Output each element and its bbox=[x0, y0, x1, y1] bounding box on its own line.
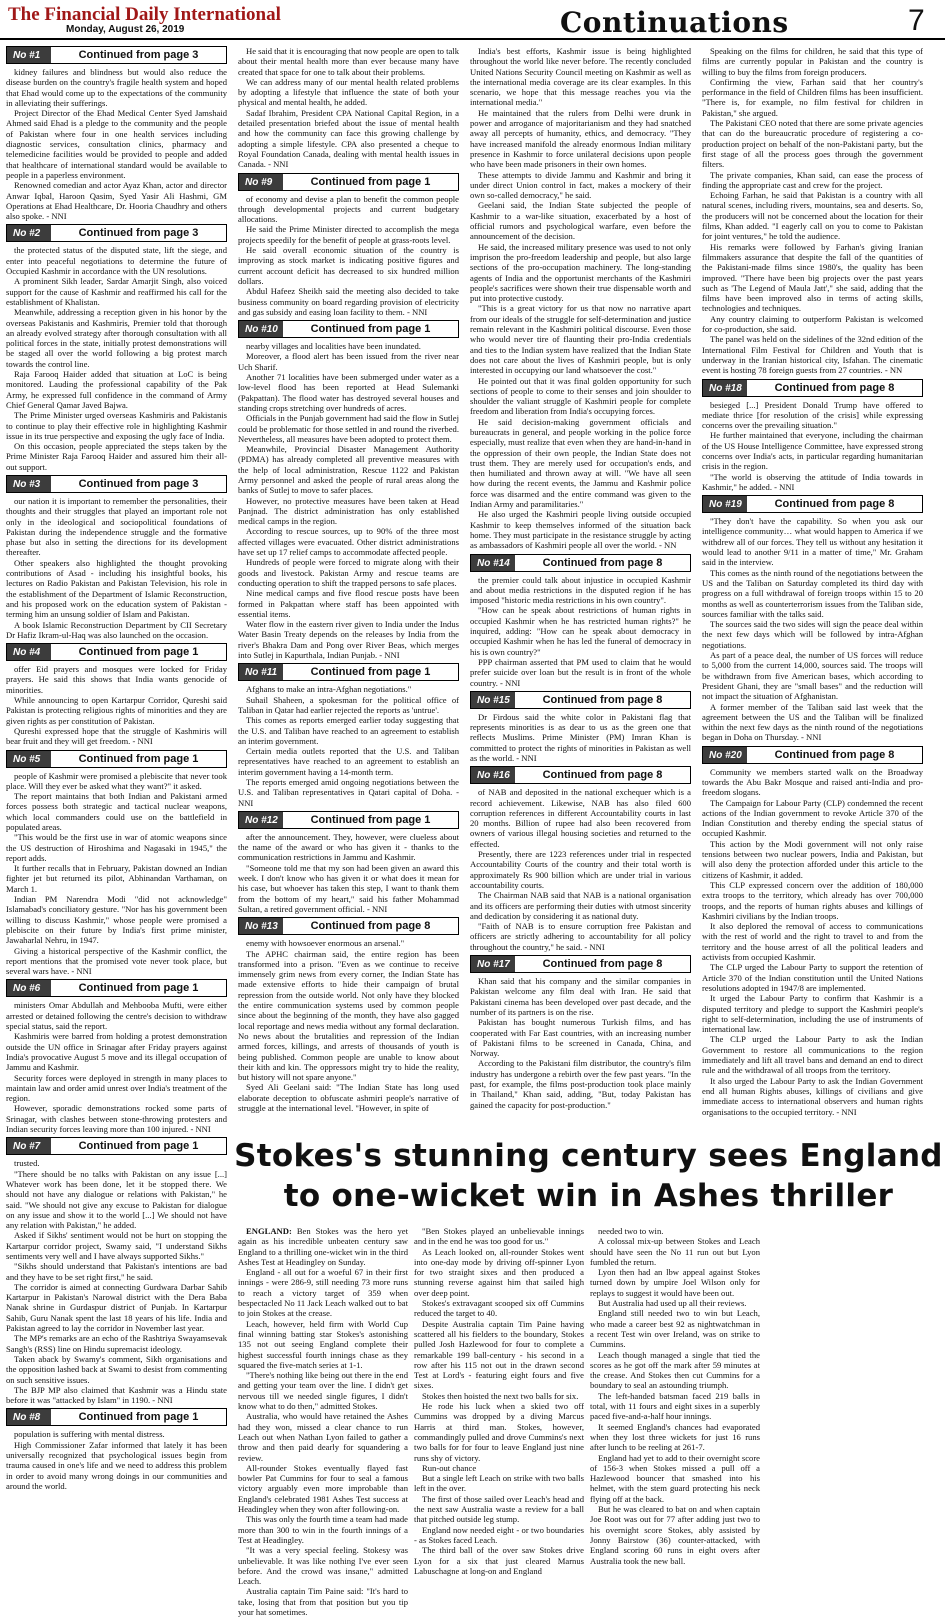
paragraph: Raja Farooq Haider added that situation at LoC is being monitored. Lauding the professional capability of the Pak Army, he expressed full confidence in the command of Army Chief General Qamar Javed Bajwa. bbox=[6, 369, 227, 410]
paragraph: The CLP urged the Labour Party to support the retention of Article 370 of the Indian constitution until the United Nations resolutions adopted in 1947/8 are implemented. bbox=[702, 962, 923, 993]
story-paragraph: England had yet to add to their overnight score of 156-3 when Stokes missed a pull off a Hazlewood bouncer that smashed into his helmet, with the stem guard protecting his neck flying off at the back. bbox=[590, 1452, 760, 1504]
paragraph: These attempts to divide Jammu and Kashmir and bring it under direct Union control in fact, makes a mockery of their own so-called democracy," he said. bbox=[470, 169, 691, 201]
continuation-box bbox=[238, 917, 459, 1113]
column-4 bbox=[702, 46, 923, 1134]
paragraph: He said decision-making government officials and bureaucrats in general, and people working in the police force especially, must realize that even when they are hand-in-hand in the oppression of their own people, the Indian State does not trust them. They are merely used for occupation's ends, and then humiliated and thrown away at will. "We have all seen how during the recent events, the Jammu and Kashmir police force was disarmed and the entire command was given to the Indian Army and paramilitaries." bbox=[470, 416, 691, 510]
section-title: Continuations bbox=[560, 6, 789, 39]
continuation-box bbox=[470, 766, 691, 952]
ashes-headline bbox=[232, 1136, 945, 1216]
continuation-header bbox=[470, 554, 691, 572]
paragraph: The corridor is aimed at connecting Gurdwara Darbar Sahib Kartarpur in Pakistan's Narowal district with the Dera Baba Nanak shrine in Gurdaspur district of Punjab. In Kartarpur Sahib, Guru Nanak spent the last 18 years of his life. India and Pakistan agreed to lay the corridor in November last year. bbox=[6, 1281, 227, 1334]
continuation-number: No #19 bbox=[703, 496, 747, 512]
paragraph: It urged the Labour Party to confirm that Kashmir is a disputed territory and pledge to support the Kashmiri people's right to self-determination, including the use of instruments of international law. bbox=[702, 993, 923, 1035]
continuation-number: No #1 bbox=[7, 47, 51, 63]
story-paragraph: Australia, who would have retained the Ashes had they won, missed a clear chance to run Leach out when Nathan Lyon failed to gather a throw and then paid dearly for squandering a review. bbox=[238, 1411, 408, 1463]
continuation-number: No #6 bbox=[7, 980, 51, 996]
story-paragraph: But Australia had used up all their reviews. bbox=[598, 1298, 747, 1309]
story-paragraph: Australia captain Tim Paine said: "It's hard to take, losing that from that position but you tip your hat sometimes. bbox=[238, 1586, 408, 1617]
story-paragraph: Despite Australia captain Tim Paine having scattered all his fielders to the boundary, Stokes pulled Josh Hazlewood for four to complete a remarkable 199 ball-century - his second in a row after his 115 not out in the drawn second Test at Lord's - featuring eight fours and five sixes. bbox=[414, 1318, 584, 1391]
paragraph: The reports emerged amid ongoing negotiations between the U.S. and Taliban representatives in Qatari capital of Doha. - NNI bbox=[238, 777, 459, 808]
headline-line-2: to one-wicket win in Ashes thriller bbox=[283, 1178, 894, 1214]
continuation-title: Continued from page 3 bbox=[78, 49, 199, 61]
paragraph: "Sikhs should understand that Pakistan's intentions are bad and they have to be set right first," he said. bbox=[6, 1261, 227, 1282]
paragraph: Abdul Hafeez Sheikh said the meeting also decided to take business community on board regarding provision of electricity and gas subsidy and easing loan facility to them. - NNI bbox=[238, 286, 459, 317]
paragraph: He maintained that the rulers from Delhi were drunk in power and arrogance of majoritarianism and they had snatched away all percepts of humanity, ethics, and democracy. "They have increased manifold the already enormous Indian military presence in Kashmir to force unilateral decisions upon people who have been made prisoners in their own homes. bbox=[470, 107, 691, 170]
paragraph: ministers Omar Abdullah and Mehbooba Mufti, were either arrested or detained following the centre's decision to withdraw special status, said the report. bbox=[6, 1000, 227, 1032]
paragraph: The Prime Minister urged overseas Kashmiris and Pakistanis to continue to play their effective role in highlighting Kashmir issue in its true perspective and exposing the ugly face of India. bbox=[6, 410, 227, 441]
paragraph: "They don't have the capability. So when you ask our intelligence community… what would happen to America if we withdrew all of our forces. They tell us without any hesitation it would lead to another 9/11 in a matter of time," Mr. Graham said in the interview. bbox=[702, 516, 923, 568]
paragraph: The Campaign for Labour Party (CLP) condemned the recent actions of the Indian government to revoke Article 370 of the Indian Constitution and thereby ending the special status of occupied Kashmir. bbox=[702, 797, 923, 839]
paragraph: A former member of the Taliban said last week that the agreement between the US and the Taliban will be finalized within the next few days as the ninth round of the negotiations began in Doha on Thursday. - NNI bbox=[702, 701, 923, 743]
continuation-box bbox=[238, 320, 459, 660]
story-paragraph: As Leach looked on, all-rounder Stokes went into one-day mode by driving off-spinner Lyon for two straight sixes and then produced a stunning reverse against him that sailed high over deep point. bbox=[414, 1246, 584, 1298]
paragraph: Meanwhile, Provincial Disaster Management Authority (PDMA) has already completed all preventive measures with the help of local administration, Rescue 1122 and Pakistan Army personnel and asked the people of rural areas along the banks of Sutlej to move to safer places. bbox=[238, 444, 459, 496]
continuation-header bbox=[6, 1137, 227, 1155]
headline-line-1: Stokes's stunning century sees England bbox=[234, 1138, 943, 1174]
paragraph: of economy and devise a plan to benefit the common people through developmental projects and current budgetary allocations. bbox=[238, 193, 459, 225]
continuation-number: No #17 bbox=[471, 956, 515, 972]
continuation-number: No #13 bbox=[239, 918, 283, 934]
continuation-box bbox=[238, 663, 459, 808]
continuation-box bbox=[470, 691, 691, 763]
paragraph: The private companies, Khan said, can ease the process of finding the appropriate cast and crew for the project. bbox=[702, 169, 923, 190]
paragraph: Echoing Farhan, he said that Pakistan is a country with all natural scenes, including rivers, mountains, sea and deserts. So, the producers will not be concerned about the location for their films, Khan added. "I eagerly call on you to come to Pakistan for joint ventures," he told the audience. bbox=[702, 190, 923, 242]
story-paragraph: The left-handed batsman faced 219 balls in total, with 11 fours and eight sixes in a superbly paced five-and-a-half hour innings. bbox=[590, 1390, 760, 1422]
paragraph: The Pakistani CEO noted that there are some private agencies that can do the bureaucratic procedure of registering a co-production project on behalf of the non-Pakistani party, but the first stage of all the process goes through the government filters. bbox=[702, 118, 923, 170]
paragraph: "This would be the first use in war of atomic weapons since the US destruction of Hiroshima and Nagasaki in 1945," the report adds. bbox=[6, 832, 227, 863]
paragraph: after the announcement. They, however, were clueless about the name of the award or who has given it - thanks to the communication restrictions in Jammu and Kashmir. bbox=[238, 831, 459, 863]
continuation-header bbox=[702, 746, 923, 764]
continuation-header bbox=[238, 811, 459, 829]
paragraph: He further maintained that everyone, including the chairman of the US House Intelligence Committee, have expressed strong concerns over India's acts, in particular regarding humanitarian crisis in the region. bbox=[702, 430, 923, 472]
continuation-box bbox=[702, 379, 923, 493]
paragraph: Pakistan has bought numerous Turkish films, and has cooperated with Far East countries, with an increasing number of Pakistani films to be screened in Canada, China, and Norway. bbox=[470, 1017, 691, 1059]
story-paragraph: "It was a very special feeling. Stokesy was unbelievable. It was like nothing I've ever seen before. And the crowd was insane," admitted Leach. bbox=[238, 1545, 408, 1587]
paragraph: The panel was held on the sidelines of the 32nd edition of the International Film Festival for Children and Youth that is underway in the Iranian historical city, Isfahan. The cinematic event is hosting 78 foreign guests from 27 countries. - NN bbox=[702, 334, 923, 376]
continuation-box bbox=[6, 224, 227, 472]
continuation-box bbox=[238, 173, 459, 318]
continuation-header bbox=[702, 495, 923, 513]
paragraph: Other speakers also highlighted the thought provoking contributions of Asad - including his insightful books, his lectures on Radio Pakistan and Pakistan Television, his role in the establishment of the Department of Islamic Reconstruction, and his proposed work on the education system of Pakistan - terming him an unsung soldier of Islam and Pakistan. bbox=[6, 557, 227, 620]
continuation-header bbox=[238, 320, 459, 338]
paragraph: Dr Firdous said the white color in Pakistani flag that represents minorities is as dear to us as the green one that reflects Muslims. Prime Minister (PM) Imran Khan is committed to protect the rights of minorities in Pakistan as well as the world. - NNI bbox=[470, 711, 691, 763]
continuation-title: Continued from page 1 bbox=[78, 982, 199, 995]
paragraph: It also deplored the removal of access to communications with the rest of world and the right to travel to and from the territory and the house arrest of all the political leaders and activists from occupied Kashmir. bbox=[702, 921, 923, 963]
continuation-box bbox=[6, 979, 227, 1134]
continuation-box bbox=[470, 955, 691, 1110]
continuation-box bbox=[702, 46, 923, 376]
continuation-number: No #18 bbox=[703, 380, 747, 396]
story-paragraph: Lyon then had an lbw appeal against Stokes turned down by umpire Joel Wilson only for replays to suggest it would have been out. bbox=[590, 1267, 760, 1298]
paragraph: people of Kashmir were promised a plebiscite that never took place. Will they ever be asked what they want?" it asked. bbox=[6, 770, 227, 791]
paragraph: besieged [...] President Donald Trump have offered to mediate thrice [for resolution of the crisis] while expressing concerns over the prevailing situation." bbox=[702, 399, 923, 431]
paragraph: The BJP MP also claimed that Kashmir was a Hindu state before it was "attacked by Islam" in 1190. - NNI bbox=[6, 1384, 227, 1406]
story-paragraph: It seemed England's chances had evaporated when they lost three wickets for just 16 runs after lunch to be reeling at 261-7. bbox=[590, 1421, 760, 1453]
paragraph: Project Director of the Ehad Medical Center Syed Jamshaid Ahmed said Ehad is a pledge to the community and the people of Pakistan where four in one health services including diagnostic services, consultation clinics, pharmacy and telemedicine facilities would be provided to people and added that healthcare of international standard would be available to people in a paperless environment. bbox=[6, 108, 227, 180]
issue-date: Monday, August 26, 2019 bbox=[66, 24, 185, 35]
continuation-header bbox=[6, 1408, 227, 1426]
continuation-header bbox=[702, 379, 923, 397]
paragraph: Qureshi expressed hope that the struggle of Kashmiris will bear fruit and they will get freedom. - NNI bbox=[6, 725, 227, 747]
paragraph: While announcing to open Kartarpur Corridor, Qureshi said Pakistan is protecting religious rights of minorities and they are given rights as per constitution of Pakistan. bbox=[6, 695, 227, 726]
continuation-title: Continued from page 8 bbox=[542, 556, 663, 569]
paragraph: However, sporadic demonstrations rocked some parts of Srinagar, with clashes between stone-throwing protesters and Indian security forces leaving more than 100 injured. - NNI bbox=[6, 1103, 227, 1135]
story-paragraph: A colossal mix-up between Stokes and Leach should have seen the No 11 run out but Lyon fumbled the return. bbox=[590, 1236, 760, 1267]
paragraph: "Faith of NAB is to ensure corruption free Pakistan and officers are strictly adhering to accountability for all policy throughout the country," he said. - NNI bbox=[470, 921, 691, 952]
paragraph: He also urged the Kashmiri people living outside occupied Kashmir to keep themselves informed of the situation back home. They must participate in the resistance struggle by acting as ambassadors of Kashmiri people all over the world. - NN bbox=[470, 509, 691, 551]
paragraph: Asked if Sikhs' sentiment would not be hurt on stopping the Kartarpur corridor project, Swamy said, "I understand Sikhs sentiments very well and I have always supported Sikhs." bbox=[6, 1230, 227, 1261]
column-3 bbox=[470, 46, 691, 1134]
continuation-box bbox=[6, 643, 227, 746]
continuation-box bbox=[470, 46, 691, 551]
masthead bbox=[0, 0, 945, 40]
paragraph: Moreover, a flood alert has been issued from the river near Uch Sharif. bbox=[238, 351, 459, 372]
story-paragraph: Stokes's extravagant scooped six off Cummins reduced the target to 40. bbox=[414, 1298, 584, 1319]
continuation-number: No #4 bbox=[7, 644, 51, 660]
story-paragraph: The first of those sailed over Leach's head and the next saw Australia waste a review for a ball that pitched outside leg stump. bbox=[414, 1493, 584, 1525]
story-paragraph: England still needed two to win but Leach, who made a career best 92 as nightwatchman in a recent Test win over Ireland, was on strike to Cummins. bbox=[590, 1308, 760, 1350]
continuation-box bbox=[702, 746, 923, 1117]
continuation-title: Continued from page 1 bbox=[78, 752, 199, 765]
paragraph: As part of a peace deal, the number of US forces will reduce to 5,000 from the current 14,000, sources said. The troops will be withdrawn from five American bases, which according to President Ghani, they are "small bases" and the reduction will not impact the situation of Afghanistan. bbox=[702, 650, 923, 702]
paragraph: The Chairman NAB said that NAB is a national organisation and its officers are performing their duties with utmost sincerity and dedication by considering it as national duty. bbox=[470, 890, 691, 921]
paragraph: Indian PM Narendra Modi "did not acknowledge" Islamabad's conciliatory gesture. "Nor has his government been willing to discuss Kashmir," whose people were promised a plebiscite on their future by India's first prime minister, Jawaharlal Nehru, in 1947. bbox=[6, 894, 227, 946]
continuation-title: Continued from page 1 bbox=[310, 666, 431, 679]
paragraph: He pointed out that it was final golden opportunity for such sections of people to come to their senses and join shoulder to shoulder the valiant struggle of Kashmiri people for complete freedom and liberation from India's occupying forces. bbox=[470, 375, 691, 417]
paragraph: Geelani said, the Indian State subjected the people of Kashmir to a war-like situation, exacerbated by a host of official rumors and psychological warfare, even before the announcement of the decision. bbox=[470, 200, 691, 242]
paragraph: Renowned comedian and actor Ayaz Khan, actor and director Anwar Iqbal, Haroon Qasim, Syed Yasir Ali Hashmi, GM Operations at Ehad Healthcare, Dr. Hooria Chaudhry and others also spoke. - NNI bbox=[6, 180, 227, 222]
ashes-story-col-3 bbox=[590, 1226, 760, 1570]
paragraph: offer Eid prayers and mosques were locked for Friday prayers. He said this shows that India wants genocide of minorities. bbox=[6, 664, 227, 695]
paragraph: According to rescue sources, up to 90% of the three most affected villages were evacuated. Other district administrations have set up 17 relief camps to accommodate affected people. bbox=[238, 526, 459, 558]
continuation-title: Continued from page 8 bbox=[542, 693, 663, 706]
story-paragraph: But he was cleared to bat on and when captain Joe Root was out for 77 after adding just two to his overnight score Stokes, ably assisted by Jonny Bairstow (36) counter-attacked, with England scoring 60 runs in eight overs after Australia took the new ball. bbox=[590, 1504, 760, 1566]
paragraph: enemy with howsoever enormous an arsenal." bbox=[246, 938, 405, 949]
paragraph: Security forces were deployed in strength in many places to maintain law and order amid unrest over India's treatment of the region. bbox=[6, 1072, 227, 1104]
paragraph: It further recalls that in February, Pakistan downed an Indian fighter jet but returned its pilot, Abhinandan Varthaman, on March 1. bbox=[6, 863, 227, 894]
story-paragraph: Run-out chance bbox=[422, 1462, 477, 1473]
continuation-title: Continued from page 1 bbox=[78, 1140, 199, 1153]
story-paragraph: Leach though managed a single that tied the scores as he got off the mark after 59 minutes at the crease. And Stokes then cut Cummins for a boundary to seal an astounding triumph. bbox=[590, 1349, 760, 1391]
paragraph: Community we members started walk on the Broadway towards the Abu Bakr Mosque and raised anti-India and pro-freedom slogans. bbox=[702, 766, 923, 798]
story-paragraph: He rode his luck when a skied two off Cummins was dropped by a diving Marcus Harris at third man. Stokes, however, commandingly pulled and drove Cummins's next two balls for for four to leave England just nine runs shy of victory. bbox=[414, 1401, 584, 1463]
continuation-header bbox=[470, 766, 691, 784]
continuation-header bbox=[238, 663, 459, 681]
story-paragraph: Stokes then hoisted the next two balls for six. bbox=[422, 1390, 579, 1401]
paragraph: Sadaf Ibrahim, President CPA National Capital Region, in a detailed presentation briefed about the issue of mental health and how the community can face this growing challenge by adopting a simple lifestyle. CPA also presented a cheque to Royal Foundation Canada, dealing with mental health issues in Canada. - NNI bbox=[238, 107, 459, 170]
story-paragraph bbox=[238, 1226, 408, 1267]
continuation-box bbox=[6, 46, 227, 221]
ashes-story-col-1 bbox=[238, 1226, 408, 1617]
continuation-header bbox=[470, 955, 691, 973]
story-lead-text: Ben Stokes was the hero yet again as his incredible unbeaten century saw England to a thrilling one-wicket win in the third Ashes Test at Headingley on Sunday. bbox=[238, 1226, 408, 1267]
paragraph: He said overall economic situation of the country is improving as stock market is indicating positive figures and current account deficit has decreased to six hundred million dollars. bbox=[238, 245, 459, 286]
continuation-title: Continued from page 3 bbox=[78, 477, 199, 490]
paragraph: "There should be no talks with Pakistan on any issue [...] Whatever work has been done, let it be stopped there. We should not have any dialogue or relations with Pakistan," he said. "We should not give any excuse to Pakistan for dialogue on any issue and show it to the world [...] We should not have any relation with Pakistan," he added. bbox=[6, 1168, 227, 1231]
continuation-header bbox=[470, 691, 691, 709]
continuation-title: Continued from page 1 bbox=[78, 1411, 199, 1424]
paragraph: Certain media outlets reported that the U.S. and Taliban representatives have reached to an agreement to establish an interim government having a 14-month term. bbox=[238, 746, 459, 777]
paragraph: Kashmiris were barred from holding a protest demonstration outside the UN office in Srinagar after Friday prayers against India's provocative August 5 move and its illegal occupation of Jammu and Kashmir. bbox=[6, 1031, 227, 1073]
paragraph: Syed Ali Geelani said: "The Indian State has long used elaborate deception to obfuscate ashmiri people's narrative of struggle at the international level. "However, in spite of bbox=[238, 1082, 459, 1114]
paragraph: The sources said the two sides will sign the peace deal within the next few days which will be followed by intra-Afghan negotiations. bbox=[702, 619, 923, 650]
paragraph: the premier could talk about injustice in occupied Kashmir and about media restrictions in the disputed region if he has imposed "historic media restrictions in his own country". bbox=[470, 574, 691, 606]
continuation-title: Continued from page 3 bbox=[78, 227, 199, 240]
paragraph: This action by the Modi government will not only raise tensions between two nuclear powers, India and Pakistan, but will also deny the protection afforded under this article to the citizens of Kashmir, it added. bbox=[702, 838, 923, 880]
continuation-header bbox=[6, 643, 227, 661]
continuation-box bbox=[470, 554, 691, 688]
paragraph: A book Islamic Reconstruction Department by CII Secretary Dr Hafiz Ikram-ul-Haq was also launched on the occasion. bbox=[6, 619, 227, 640]
paragraph: nearby villages and localities have been inundated. bbox=[246, 341, 421, 352]
continuation-number: No #9 bbox=[239, 174, 283, 190]
story-paragraph: needed two to win. bbox=[598, 1226, 664, 1236]
paragraph: The MP's remarks are an echo of the Rashtriya Swayamsevak Sangh's (RSS) line on Hindu supremacist ideology. bbox=[6, 1333, 227, 1354]
paragraph: This CLP expressed concern over the addition of 180,000 extra troops to the territory, which already has over 700,000 troops, and the reports of human rights abuses and killings of Kashmiri civilians by the Indian troops. bbox=[702, 879, 923, 921]
paragraph: This comes as reports emerged earlier today suggesting that the U.S. and Taliban have reached to an agreement to establish an interim government. bbox=[238, 715, 459, 746]
paragraph: The report maintains that both Indian and Pakistani armed forces possess both strategic and tactical nuclear weapons, which local commanders could use on the battlefield in populated areas. bbox=[6, 791, 227, 832]
continuation-number: No #15 bbox=[471, 692, 515, 708]
continuation-number: No #12 bbox=[239, 812, 283, 828]
continuation-number: No #5 bbox=[7, 751, 51, 767]
paragraph: "This is a great victory for us that now no narrative apart from our ideals of the struggle for self-determination and justice remain relevant in the Kashmiri political discourse. Even those who would never tire of flaunting their pro-India credentials and ties to the Indian system have realized that the Indian State does not care about the lives of Kashmiri people, but is only interested in occupying our land whatsoever the cost." bbox=[470, 303, 691, 376]
continuation-header bbox=[6, 224, 227, 242]
paragraph: "The world is observing the attitude of India towards in Kashmir," he added. - NNI bbox=[702, 471, 923, 492]
paragraph: Giving a historical perspective of the Kashmir conflict, the report mentions that the promised vote never took place, but several wars have. - NNI bbox=[6, 945, 227, 977]
continuation-number: No #14 bbox=[471, 555, 515, 571]
ashes-story-col-2 bbox=[414, 1226, 584, 1576]
paragraph: Another 71 localities have been submerged under water as a low-level flood has been reported at Head Sulemanki (Pakpattan). The flood water has destroyed several houses and standing crops stretching over hundreds of acres. bbox=[238, 372, 459, 413]
paragraph: "How can he speak about restrictions of human rights in occupied Kashmir when he has restricted human rights?" he inquired, adding: "How can he speak about democracy in occupied Kashmir when he has led the funeral of democracy in his is own country?" bbox=[470, 605, 691, 657]
paragraph: We can address many of our mental health related problems by adopting a lifestyle that influence the state of both your physical and mental health, he added. bbox=[238, 76, 459, 108]
paragraph: He said the Prime Minister directed to accomplish the mega projects speedily for the benefit of people at grass-roots level. bbox=[238, 224, 459, 245]
continuation-title: Continued from page 1 bbox=[310, 323, 431, 336]
story-paragraph: England - all out for a woeful 67 in their first innings - were 286-9, still needing 73 more runs to reach a victory target of 359 when bespectacled No 11 Jack Leach walked out to bat to join Stokes at the crease. bbox=[238, 1267, 408, 1319]
continuation-header bbox=[6, 750, 227, 768]
continuation-title: Continued from page 8 bbox=[774, 498, 895, 511]
continuation-title: Continued from page 1 bbox=[78, 646, 199, 659]
continuation-header bbox=[6, 979, 227, 997]
paragraph: trusted. bbox=[14, 1158, 40, 1169]
column-2 bbox=[238, 46, 459, 1134]
continuation-title: Continued from page 8 bbox=[542, 958, 663, 971]
paragraph: Suhail Shaheen, a spokesman for the political office of Taliban in Qatar had earlier rejected the reports as 'untrue'. bbox=[238, 694, 459, 715]
paragraph: This comes as the ninth round of the negotiations between the US and the Taliban on Saturday completed its third day with progress on a full withdrawal of foreign troops within 15 to 20 months as well as counterterrorism issues from the Taliban side, sources familiar with the talks said. bbox=[702, 567, 923, 619]
dateline: ENGLAND: bbox=[246, 1226, 292, 1236]
continuation-number: No #20 bbox=[703, 747, 747, 763]
paragraph: The APHC chairman said, the entire region has been transformed into a prison. "Even as we continue to receive immensely grim news from every corner, the Indian State has made extensive efforts to hide their campaign of brutal repression from the outside world. Not only have they blocked the entire communication systems used by common people since about the beginning of the month, they have also gagged local reportage and news media without any formal declaration. No news about the brutalities and repression of the Indian armed forces, killings, and arrests of thousands of youth is being published. Common people are unable to know about their kith and kin. The oppressors might try to hide the reality, but history will not spare anyone." bbox=[238, 948, 459, 1083]
paragraph: PPP chairman asserted that PM used to claim that he would prefer suicide over loan but the result is in front of the whole country. - NNI bbox=[470, 656, 691, 688]
story-paragraph: England now needed eight - or two boundaries - as Stokes faced Leach. bbox=[414, 1524, 584, 1545]
continuation-box bbox=[238, 46, 459, 170]
story-paragraph: The third ball of the over saw Stokes drive Lyon for a six that just cleared Marnus Labuschagne at long-on and England bbox=[414, 1545, 584, 1576]
paragraph: Any country claiming to outperform Pakistan is welcomed for co-production, she said. bbox=[702, 313, 923, 335]
continuation-title: Continued from page 8 bbox=[774, 748, 895, 761]
story-paragraph: All-rounder Stokes eventually flayed fast bowler Pat Cummins for four to seal a famous victory arguably even more improbable than England's celebrated 1981 Ashes Test success at Headingley when they won after following-on. bbox=[238, 1462, 408, 1515]
continuation-box bbox=[6, 750, 227, 977]
continuation-header bbox=[238, 173, 459, 191]
paragraph: kidney failures and blindness but would also reduce the disease burden on the country's fragile health system and hoped that Ehad would come up to the expectations of the community in alleviating their sufferings. bbox=[6, 67, 227, 108]
paragraph: High Commissioner Zafar informed that lately it has been universally recognized that psychological issues begin from trauma caused in one's life and we need to address this problem in order to avoid many wrong doings in our communities and around the world. bbox=[6, 1439, 227, 1491]
page-number: 7 bbox=[908, 4, 925, 37]
continuation-title: Continued from page 8 bbox=[310, 920, 431, 933]
continuation-header bbox=[238, 917, 459, 935]
paragraph: Confirming the view, Farhan said that her country's performance in the field of Children films has been insufficient. "There is, for example, no film festival for children in Pakistan," she argued. bbox=[702, 76, 923, 118]
paragraph: He said, the increased military presence was used to not only imprison the pro-freedom leadership and people, but also large sections of the pro-occupation machinery. The long-standing agents of India and the opportunist merchants of the Kashmiri people's sacrifices were shown their true dispensable worth and put into protective custody. bbox=[470, 241, 691, 304]
continuation-box bbox=[702, 495, 923, 743]
continuation-box bbox=[6, 1408, 227, 1491]
paper-name: The Financial Daily International bbox=[8, 4, 281, 25]
paragraph: Presently, there are 1223 references under trial in respected Accountability Courts of the country and their total worth is approximately Rs 900 billion which are under trial in various accountability courts. bbox=[470, 849, 691, 890]
continuation-box bbox=[6, 1137, 227, 1405]
paragraph: His remarks were followed by Farhan's giving Iranian filmmakers assurance that despite the fall of the quantities of the Pakistani-made films since 1980's, the quality has been improved. "There have been big projects over the past years such as 'The Legend of Maula Jatt'," she said, adding that the films have been improved also in terms of acting skills, technologies and techniques. bbox=[702, 241, 923, 314]
story-paragraph: "There's nothing like being out there in the end and getting your team over the line. I didn't get nervous till we needed single figures, I didn't know what to do then," admitted Stokes. bbox=[238, 1370, 408, 1412]
continuation-box bbox=[238, 811, 459, 914]
continuation-header bbox=[6, 46, 227, 64]
paragraph: Nine medical camps and five flood rescue posts have been formed in Pakpattan where staff has been appointed with essential items. bbox=[238, 588, 459, 619]
paragraph: A prominent Sikh leader, Sardar Amarjit Singh, also voiced support for the cause of Kashmir and reaffirmed his call for the establishment of Khalistan. bbox=[6, 276, 227, 307]
continuation-number: No #10 bbox=[239, 321, 283, 337]
paragraph: Khan said that his company and the similar companies in Pakistan welcome any film deal with Iran. He said that Pakistani cinema has been developed over past decade, and the number of its partners is on the rise. bbox=[470, 976, 691, 1017]
paragraph: Officials in the Punjab government had said the flow in Sutlej could be problematic for those settled in and round the riverbed. Nevertheless, all measures have been adopted to protect them. bbox=[238, 413, 459, 444]
continuation-number: No #2 bbox=[7, 225, 51, 241]
paragraph: Afghans to make an intra-Afghan negotiations." bbox=[246, 684, 412, 695]
story-paragraph: "Ben Stokes played an unbelievable innings and in the end he was too good for us." bbox=[414, 1226, 584, 1247]
paragraph: According to the Pakistani film distributor, the country's film industry has undergone a rebirth over the few past years. "In the past, for example, the films post-production took place mainly in Thailand," Khan said, adding, "But, today Pakistan has gained the capacity for post-production." bbox=[470, 1058, 691, 1110]
paragraph: Taken aback by Swamy's comment, Sikh organisations and the opposition lashed back at Swami to desist from commenting on such sensitive issues. bbox=[6, 1353, 227, 1385]
continuation-title: Continued from page 8 bbox=[774, 381, 895, 394]
continuation-title: Continued from page 1 bbox=[310, 175, 431, 188]
paragraph: population is suffering with mental distress. bbox=[14, 1429, 165, 1440]
paragraph: The CLP urged the Labour Party to ask the Indian Government to restore all communications to the region immediately and lift all travel bans and demand an end to direct rule and the withdrawal of all troops from the territory. bbox=[702, 1034, 923, 1076]
paragraph: Speaking on the films for children, he said that this type of films are currently popular in Pakistan and the country is willing to buy the films from foreign producers. bbox=[702, 46, 923, 77]
continuation-number: No #16 bbox=[471, 767, 515, 783]
continuation-number: No #7 bbox=[7, 1138, 51, 1154]
continuation-number: No #11 bbox=[239, 664, 283, 680]
continuation-title: Continued from page 1 bbox=[310, 813, 431, 826]
column-1 bbox=[6, 46, 227, 1570]
story-paragraph: But a single left Leach on strike with two balls left in the over. bbox=[414, 1473, 584, 1494]
paragraph: our nation it is important to remember the personalities, their thoughts and their struggles that played an important role not only in the ideological and sociopolitical foundations of Pakistan during the independence struggle and the formative phase but also in setting the directions for its development thereafter. bbox=[6, 495, 227, 558]
paragraph: Water flow in the eastern river given to India under the Indus Water Basin Treaty depends on the releases by India from the river's Bhakra Dam and Pong over River Beas, which merges into Sutlej in Kapurthala, Indian Punjab. - NNI bbox=[238, 619, 459, 661]
paragraph: Meanwhile, addressing a reception given in his honor by the overseas Pakistanis and Kashmiris, Premier told that thorough an already evolved strategy after thorough consultation with all political forces in the state, initially protest demonstrations will be staged all over the world following a big protest march towards the control line. bbox=[6, 307, 227, 369]
story-paragraph: Leach, however, held firm with World Cup final winning batting star Stokes's astonishing 135 not out seeing England complete their highest successful fourth innings chase as they squared the five-match series at 1-1. bbox=[238, 1318, 408, 1370]
paragraph: Hundreds of people were forced to migrate along with their goods and livestock. Pakistan Army and rescue teams are conducting operation to shift the trapped persons to safe places. bbox=[238, 557, 459, 588]
continuation-title: Continued from page 8 bbox=[542, 769, 663, 782]
paragraph: "Someone told me that my son had been given an award this week. I don't know who has given it or what does it mean for his case, but whoever has taken this step, I want to thank them from the bottom of my heart," said his father Mohammad Sultan, a retired government official. - NNI bbox=[238, 862, 459, 914]
paragraph: However, no protective measures have been taken at Head Panjnad. The district administration has only established medical camps in the region. bbox=[238, 495, 459, 527]
paragraph: of NAB and deposited in the national exchequer which is a record achievement. Likewise, NAB has also filed 600 corruption references in different Accountability courts in last 20 months. Billion of rupee had also been recovered from owners of various illegal housing societies and returned to the effected. bbox=[470, 787, 691, 849]
paragraph: It also urged the Labour Party to ask the Indian Government end all human Rights abuses, killings of civilians and give immediate access to international observers and human rights organisations to the occupied territory. - NNI bbox=[702, 1075, 923, 1117]
continuation-box bbox=[6, 475, 227, 640]
story-paragraph: This was only the fourth time a team had made more than 300 to win in the fourth innings of a Test at Headingley. bbox=[238, 1514, 408, 1545]
paragraph: the protected status of the disputed state, lift the siege, and enter into peaceful negotiations to determine the future of Occupied Kashmir in accordance with the UN resolutions. bbox=[6, 245, 227, 277]
paragraph: India's best efforts, Kashmir issue is being highlighted throughout the world like never before. The recently concluded United Nations Security Council meeting on Kashmir as well as the international media coverage are its clear examples. In this scenario, we hope that this message reaches you via the international media." bbox=[470, 46, 691, 108]
paragraph: On this occasion, people appreciated the steps taken by the Prime Minister Raja Farooq Haider and assured him their all-out support. bbox=[6, 441, 227, 472]
continuation-number: No #3 bbox=[7, 476, 51, 492]
continuation-header bbox=[6, 475, 227, 493]
continuation-number: No #8 bbox=[7, 1409, 51, 1425]
paragraph: He said that it is encouraging that now people are open to talk about their mental health more than ever because many have created that space for one to talk about their problems. bbox=[238, 46, 459, 77]
